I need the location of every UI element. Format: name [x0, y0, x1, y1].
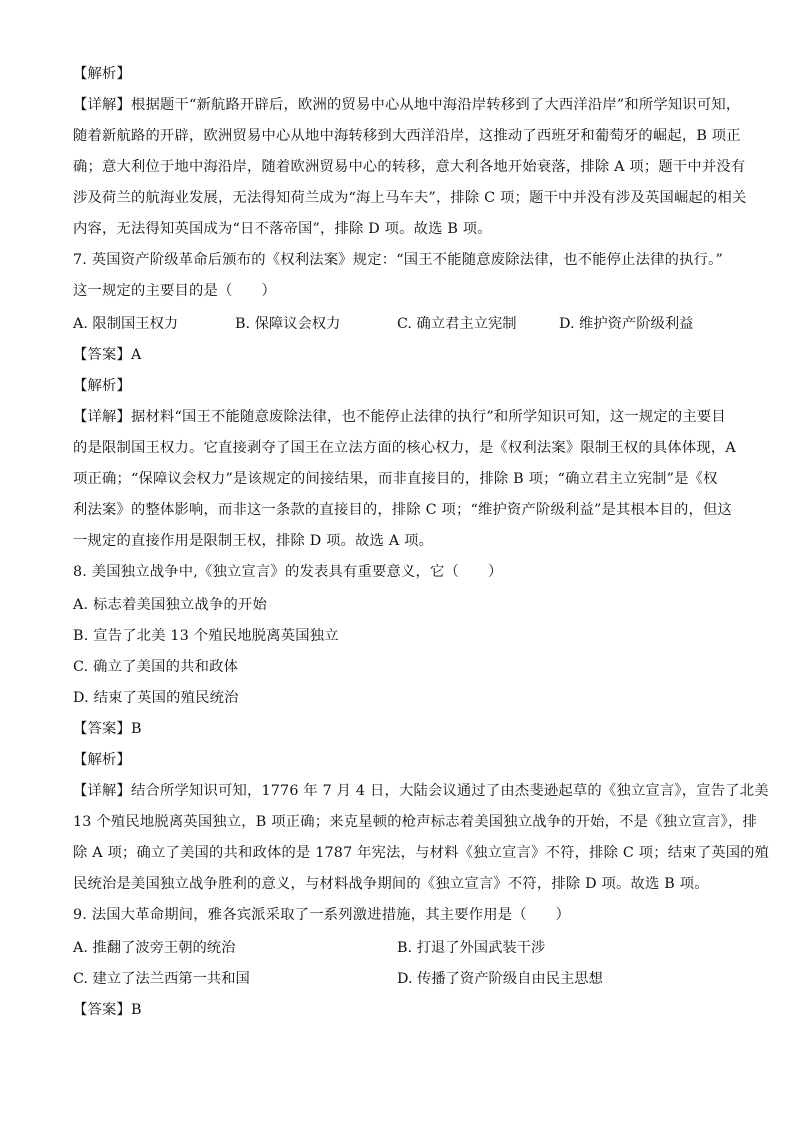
q7-detail-line: 的是限制国王权力。它直接剥夺了国王在立法方面的核心权力，是《权利法案》限制王权的具体体现，A	[73, 440, 736, 456]
q8-answer: 【答案】B	[73, 721, 142, 737]
q6-detail-line: 确；意大利位于地中海沿岸，随着欧洲贸易中心的转移，意大利各地开始衰落，排除 A 项；题干中并没有	[73, 159, 746, 175]
q7-detail-line: 一规定的直接作用是限制王权，排除 D 项。故选 A 项。	[73, 533, 434, 549]
q8-option-b: B. 宣告了北美 13 个殖民地脱离英国独立	[73, 628, 339, 644]
q7-stem-line: 这一规定的主要目的是（ ）	[73, 283, 276, 299]
q8-detail-line: 除 A 项；确立了美国的共和政体的是 1787 年宪法，与材料《独立宣言》不符，排除 C 项；结束了英国的殖	[73, 845, 770, 861]
q7-detail-line: 【详解】据材料“国王不能随意废除法律，也不能停止法律的执行”和所学知识可知，这一规定的主要目	[73, 409, 726, 425]
q7-stem-line: 7. 英国资产阶级革命后颁布的《权利法案》规定：“国王不能随意废除法律，也不能停止法律的执行。”	[73, 252, 724, 268]
q8-option-c: C. 确立了美国的共和政体	[73, 659, 239, 675]
q6-analysis-label: 【解析】	[73, 66, 131, 82]
q8-option-a: A. 标志着美国独立战争的开始	[73, 597, 267, 613]
q7-analysis-label: 【解析】	[73, 378, 131, 394]
q6-detail-line: 涉及荷兰的航海业发展，无法得知荷兰成为“海上马车夫”，排除 C 项；题干中并没有涉及英国崛起的相关	[73, 190, 747, 206]
q8-detail-line: 13 个殖民地脱离英国独立，B 项正确；来克星顿的枪声标志着美国独立战争的开始，不是《独立宣言》，排	[73, 814, 757, 830]
q6-detail-line: 内容，无法得知英国成为“日不落帝国”，排除 D 项。故选 B 项。	[73, 221, 492, 237]
q7-option-b: B. 保障议会权力	[235, 316, 341, 332]
q8-option-d: D. 结束了英国的殖民统治	[73, 690, 239, 706]
q7-option-d: D. 维护资产阶级利益	[559, 316, 694, 332]
q7-option-a: A. 限制国王权力	[73, 316, 179, 332]
q9-option-b: B. 打退了外国武装干涉	[397, 940, 546, 956]
q7-detail-line: 项正确；“保障议会权力”是该规定的间接结果，而非直接目的，排除 B 项；“确立君主立宪制”是《权	[73, 471, 718, 487]
q8-detail-line: 【详解】结合所学知识可知，1776 年 7 月 4 日，大陆会议通过了由杰斐逊起草的《独立宣言》，宣告了北美	[73, 783, 769, 799]
q9-option-d: D. 传播了资产阶级自由民主思想	[397, 971, 603, 987]
q7-option-c: C. 确立君主立宪制	[397, 316, 517, 332]
q6-detail-line: 【详解】根据题干“新航路开辟后，欧洲的贸易中心从地中海沿岸转移到了大西洋沿岸”和所学知识可知，	[73, 97, 741, 113]
q9-stem: 9. 法国大革命期间，雅各宾派采取了一系列激进措施，其主要作用是（ ）	[73, 907, 571, 923]
q9-option-a: A. 推翻了波旁王朝的统治	[73, 940, 236, 956]
q9-option-c: C. 建立了法兰西第一共和国	[73, 971, 250, 987]
q9-answer: 【答案】B	[73, 1002, 142, 1018]
q8-stem: 8. 美国独立战争中,《独立宣言》的发表具有重要意义，它（ ）	[73, 564, 503, 580]
q8-detail-line: 民统治是美国独立战争胜利的意义，与材料战争期间的《独立宣言》不符，排除 D 项。故选 B 项。	[73, 876, 709, 892]
q7-answer: 【答案】A	[73, 347, 142, 363]
q7-detail-line: 利法案》的整体影响，而非这一条款的直接目的，排除 C 项；“维护资产阶级利益”是其根本目的，但这	[73, 502, 733, 518]
q6-detail-line: 随着新航路的开辟，欧洲贸易中心从地中海转移到大西洋沿岸，这推动了西班牙和葡萄牙的崛起，B 项正	[73, 128, 741, 144]
q8-analysis-label: 【解析】	[73, 752, 131, 768]
